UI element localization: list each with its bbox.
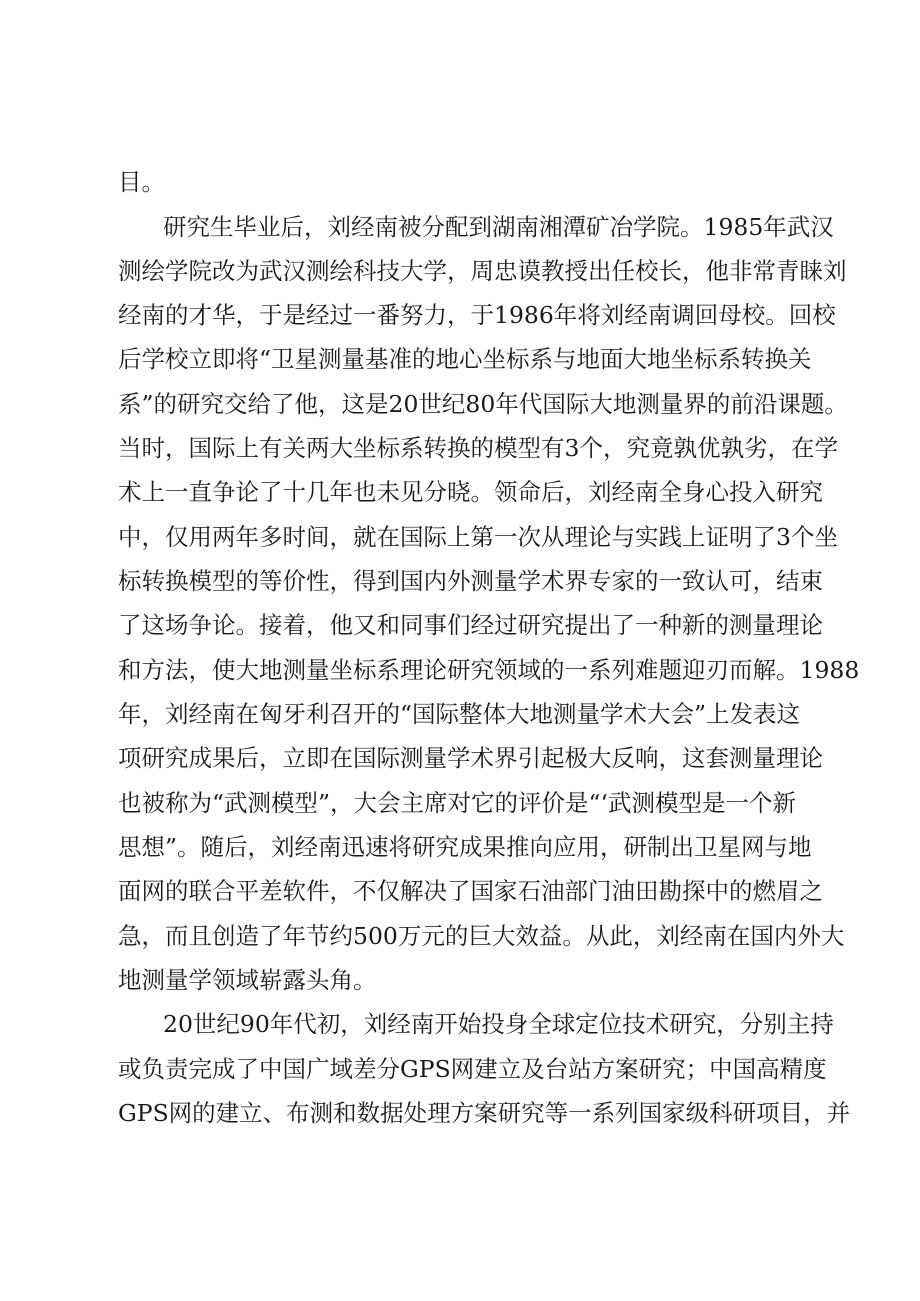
text-line: 项研究成果后，立即在国际测量学术界引起极大反响，这套测量理论 <box>118 744 823 772</box>
text-line: GPS网的建立、布测和数据处理方案研究等一系列国家级科研项目，并 <box>118 1099 851 1127</box>
text-line: 思想”。随后，刘经南迅速将研究成果推向应用，研制出卫星网与地 <box>118 833 812 861</box>
text-line: 中，仅用两年多时间，就在国际上第一次从理论与实践上证明了3个坐 <box>118 523 838 551</box>
text-line: 也被称为“武测模型”，大会主席对它的评价是“‘武测模型是一个新 <box>118 789 797 817</box>
text-line: 面网的联合平差软件，不仅解决了国家石油部门油田勘探中的燃眉之 <box>118 877 823 905</box>
text-line: 系”的研究交给了他，这是20世纪80年代国际大地测量界的前沿课题。 <box>118 390 848 418</box>
text-line: 年，刘经南在匈牙利召开的“国际整体大地测量学术大会”上发表这 <box>118 700 801 728</box>
text-line: 和方法，使大地测量坐标系理论研究领域的一系列难题迎刃而解。1988 <box>118 656 860 684</box>
text-line: 地测量学领域崭露头角。 <box>118 966 377 994</box>
paragraph-start-line: 20世纪90年代初，刘经南开始投身全球定位技术研究，分别主持 <box>163 1010 834 1038</box>
text-line: 后学校立即将“卫星测量基准的地心坐标系与地面大地坐标系转换关 <box>118 345 812 373</box>
text-line: 急，而且创造了年节约500万元的巨大效益。从此，刘经南在国内外大 <box>118 922 845 950</box>
text-line: 经南的才华，于是经过一番努力，于1986年将刘经南调回母校。回校 <box>118 301 836 329</box>
text-line: 测绘学院改为武汉测绘科技大学，周忠谟教授出任校长，他非常青睐刘 <box>118 257 847 285</box>
text-line: 或负责完成了中国广域差分GPS网建立及台站方案研究；中国高精度 <box>118 1055 827 1083</box>
paragraph-start-line: 研究生毕业后，刘经南被分配到湖南湘潭矿冶学院。1985年武汉 <box>163 213 834 241</box>
text-line: 了这场争论。接着，他又和同事们经过研究提出了一种新的测量理论 <box>118 611 823 639</box>
text-line: 术上一直争论了十几年也未见分晓。领命后，刘经南全身心投入研究 <box>118 478 823 506</box>
text-line: 标转换模型的等价性，得到国内外测量学术界专家的一致认可，结束 <box>118 567 823 595</box>
text-line: 目。 <box>118 168 165 196</box>
text-line: 当时，国际上有关两大坐标系转换的模型有3个，究竟孰优孰劣，在学 <box>118 434 838 462</box>
